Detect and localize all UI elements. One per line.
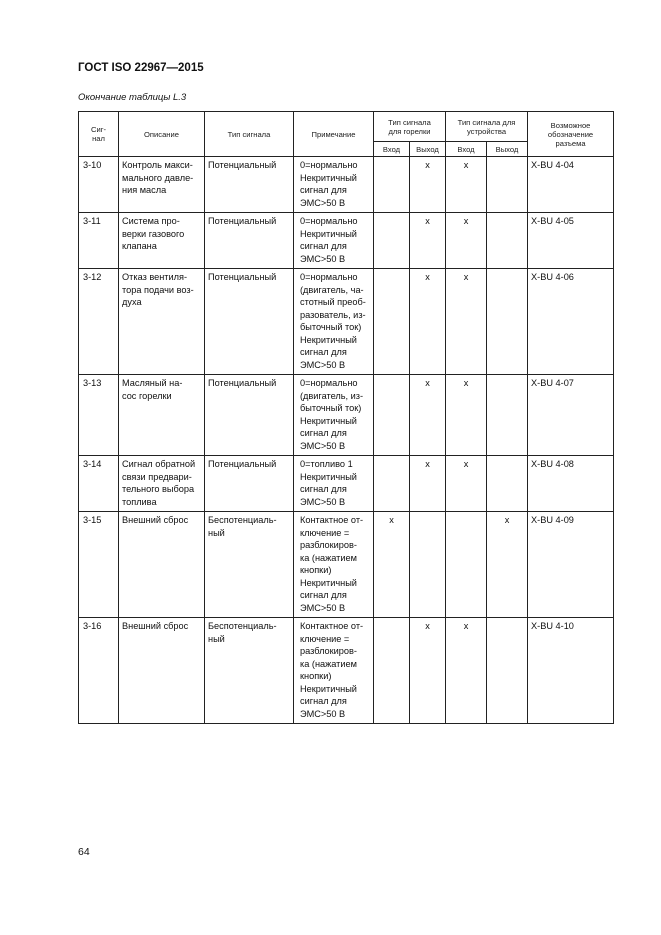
row-note-text: 0=нормально Некритичный сигнал для ЭМС>50 В xyxy=(300,160,358,208)
row-signal-type xyxy=(205,269,294,375)
row-note-text: Контактное от- ключение = разблокиров- ка (нажатием кнопки) Некритичный сигнал для ЭМС>50 В xyxy=(300,621,364,719)
row-signal-type xyxy=(205,512,294,618)
row-signal-text: 3-12 xyxy=(83,272,102,282)
row-device-input xyxy=(446,157,487,213)
header-device-input: Вход xyxy=(446,142,487,157)
row-device-input xyxy=(446,375,487,456)
row-device-input xyxy=(446,618,487,724)
table-row xyxy=(79,269,614,375)
row-signal-type-text: Беспотенциаль- ный xyxy=(208,621,277,644)
row-device-output xyxy=(487,269,528,375)
row-signal xyxy=(79,375,119,456)
row-burner-input-text xyxy=(374,456,409,461)
row-description xyxy=(119,618,205,724)
row-description xyxy=(119,375,205,456)
row-device-input xyxy=(446,512,487,618)
header-device-group: Тип сигнала для устройства xyxy=(446,112,528,142)
row-description-text: Система про- верки газового клапана xyxy=(122,216,185,251)
row-signal-text: 3-14 xyxy=(83,459,102,469)
row-device-output xyxy=(487,618,528,724)
row-device-output-text xyxy=(487,157,527,162)
header-signal: Сиг- нал xyxy=(79,112,119,157)
row-description-text: Масляный на- сос горелки xyxy=(122,378,183,401)
table-row xyxy=(79,213,614,269)
row-signal xyxy=(79,213,119,269)
row-note xyxy=(294,213,374,269)
row-burner-output-text: x xyxy=(425,272,430,282)
row-burner-input xyxy=(374,213,410,269)
row-description-text: Внешний сброс xyxy=(122,515,189,525)
header-burner-group: Тип сигнала для горелки xyxy=(374,112,446,142)
row-device-input-text: x xyxy=(463,621,469,631)
row-device-output-text xyxy=(487,375,527,380)
row-device-input-text xyxy=(446,512,486,517)
row-burner-input-text xyxy=(374,618,409,623)
header-burner-output: Выход xyxy=(410,142,446,157)
row-description xyxy=(119,157,205,213)
row-note-text: 0=топливо 1 Некритичный сигнал для ЭМС>50 В xyxy=(300,459,357,507)
row-note xyxy=(294,375,374,456)
row-connector xyxy=(528,512,614,618)
row-burner-output xyxy=(410,213,446,269)
row-burner-output xyxy=(410,512,446,618)
row-connector-text: X-BU 4-10 xyxy=(531,621,574,631)
row-burner-input xyxy=(374,618,410,724)
row-signal-type xyxy=(205,157,294,213)
row-note xyxy=(294,618,374,724)
row-signal-type xyxy=(205,618,294,724)
row-burner-input-text xyxy=(374,157,409,162)
table-row xyxy=(79,456,614,512)
row-burner-input-text xyxy=(374,269,409,274)
row-signal xyxy=(79,456,119,512)
row-connector xyxy=(528,375,614,456)
row-connector xyxy=(528,456,614,512)
row-device-output xyxy=(487,375,528,456)
row-connector xyxy=(528,213,614,269)
header-device-output: Выход xyxy=(487,142,528,157)
row-signal xyxy=(79,157,119,213)
row-connector xyxy=(528,269,614,375)
row-signal-type xyxy=(205,213,294,269)
row-note-text: Контактное от- ключение = разблокиров- ка (нажатием кнопки) Некритичный сигнал для ЭМС>50 В xyxy=(300,515,364,613)
row-note-text: 0=нормально (двигатель, ча- стотный преоб- разователь, из- быточный ток) Некритичный сигнал для ЭМС>50 В xyxy=(300,272,366,370)
row-signal-type-text: Потенциальный xyxy=(208,272,277,282)
row-connector-text: X-BU 4-06 xyxy=(531,272,574,282)
row-burner-output xyxy=(410,375,446,456)
table-row xyxy=(79,512,614,618)
row-description-text: Сигнал обратной связи предвари- тельного выбора топлива xyxy=(122,459,196,507)
row-connector-text: X-BU 4-07 xyxy=(531,378,574,388)
document-header: ГОСТ ISO 22967—2015 xyxy=(78,62,204,74)
row-device-output-text xyxy=(487,618,527,623)
row-device-input-text: x xyxy=(463,272,469,282)
row-device-input xyxy=(446,213,487,269)
row-description xyxy=(119,456,205,512)
row-signal xyxy=(79,512,119,618)
row-description xyxy=(119,269,205,375)
row-signal-text: 3-11 xyxy=(83,216,101,226)
row-burner-output xyxy=(410,456,446,512)
row-burner-input-text xyxy=(374,375,409,380)
row-note xyxy=(294,456,374,512)
row-burner-input-text xyxy=(374,213,409,218)
row-description xyxy=(119,512,205,618)
row-signal xyxy=(79,618,119,724)
signal-table xyxy=(78,111,614,724)
table-row xyxy=(79,157,614,213)
row-device-input xyxy=(446,456,487,512)
row-description-text: Контроль макси- мального давле- ния масла xyxy=(122,160,194,195)
row-device-input-text: x xyxy=(463,160,469,170)
row-connector-text: X-BU 4-09 xyxy=(531,515,574,525)
row-connector-text: X-BU 4-08 xyxy=(531,459,574,469)
row-signal-type-text: Потенциальный xyxy=(208,459,277,469)
row-device-input-text: x xyxy=(463,378,469,388)
header-description: Описание xyxy=(119,112,205,157)
row-note-text: 0=нормально Некритичный сигнал для ЭМС>50 В xyxy=(300,216,358,264)
row-device-output xyxy=(487,213,528,269)
row-burner-output xyxy=(410,157,446,213)
row-burner-input xyxy=(374,375,410,456)
row-burner-input-text: x xyxy=(389,515,394,525)
table-row xyxy=(79,375,614,456)
row-device-input-text: x xyxy=(463,216,469,226)
row-note xyxy=(294,157,374,213)
header-signal-type: Тип сигнала xyxy=(205,112,294,157)
row-signal-text: 3-10 xyxy=(83,160,102,170)
row-connector xyxy=(528,618,614,724)
row-signal-type-text: Потенциальный xyxy=(208,160,277,170)
row-burner-output-text: x xyxy=(425,160,430,170)
row-burner-output-text: x xyxy=(425,621,430,631)
row-burner-input xyxy=(374,512,410,618)
row-burner-output-text: x xyxy=(425,378,430,388)
header-note: Примечание xyxy=(294,112,374,157)
row-device-output-text xyxy=(487,456,527,461)
row-burner-output xyxy=(410,618,446,724)
row-signal-text: 3-16 xyxy=(83,621,102,631)
row-device-output-text: x xyxy=(504,515,510,525)
table-caption: Окончание таблицы L.3 xyxy=(78,92,187,103)
row-burner-input xyxy=(374,456,410,512)
row-signal-type-text: Потенциальный xyxy=(208,378,277,388)
row-connector xyxy=(528,157,614,213)
row-signal-type-text: Беспотенциаль- ный xyxy=(208,515,277,538)
row-note xyxy=(294,269,374,375)
row-device-input-text: x xyxy=(463,459,469,469)
row-device-output-text xyxy=(487,269,527,274)
row-note-text: 0=нормально (двигатель, из- быточный ток) Некритичный сигнал для ЭМС>50 В xyxy=(300,378,364,451)
row-device-output xyxy=(487,512,528,618)
row-device-output xyxy=(487,157,528,213)
row-connector-text: X-BU 4-05 xyxy=(531,216,574,226)
table-row xyxy=(79,618,614,724)
header-connector: Возможное обозначение разъема xyxy=(528,112,614,157)
row-burner-output-text xyxy=(410,512,445,517)
row-burner-output-text: x xyxy=(425,459,430,469)
row-burner-output-text: x xyxy=(425,216,430,226)
row-signal-text: 3-15 xyxy=(83,515,102,525)
row-description xyxy=(119,213,205,269)
row-burner-output xyxy=(410,269,446,375)
row-device-output xyxy=(487,456,528,512)
row-description-text: Отказ вентиля- тора подачи воз- духа xyxy=(122,272,194,307)
row-signal-type-text: Потенциальный xyxy=(208,216,277,226)
row-note xyxy=(294,512,374,618)
row-burner-input xyxy=(374,157,410,213)
row-device-output-text xyxy=(487,213,527,218)
row-signal xyxy=(79,269,119,375)
row-description-text: Внешний сброс xyxy=(122,621,189,631)
row-signal-type xyxy=(205,456,294,512)
row-device-input xyxy=(446,269,487,375)
row-signal-text: 3-13 xyxy=(83,378,102,388)
header-burner-input: Вход xyxy=(374,142,410,157)
page-number: 64 xyxy=(78,846,90,858)
row-connector-text: X-BU 4-04 xyxy=(531,160,574,170)
row-signal-type xyxy=(205,375,294,456)
row-burner-input xyxy=(374,269,410,375)
